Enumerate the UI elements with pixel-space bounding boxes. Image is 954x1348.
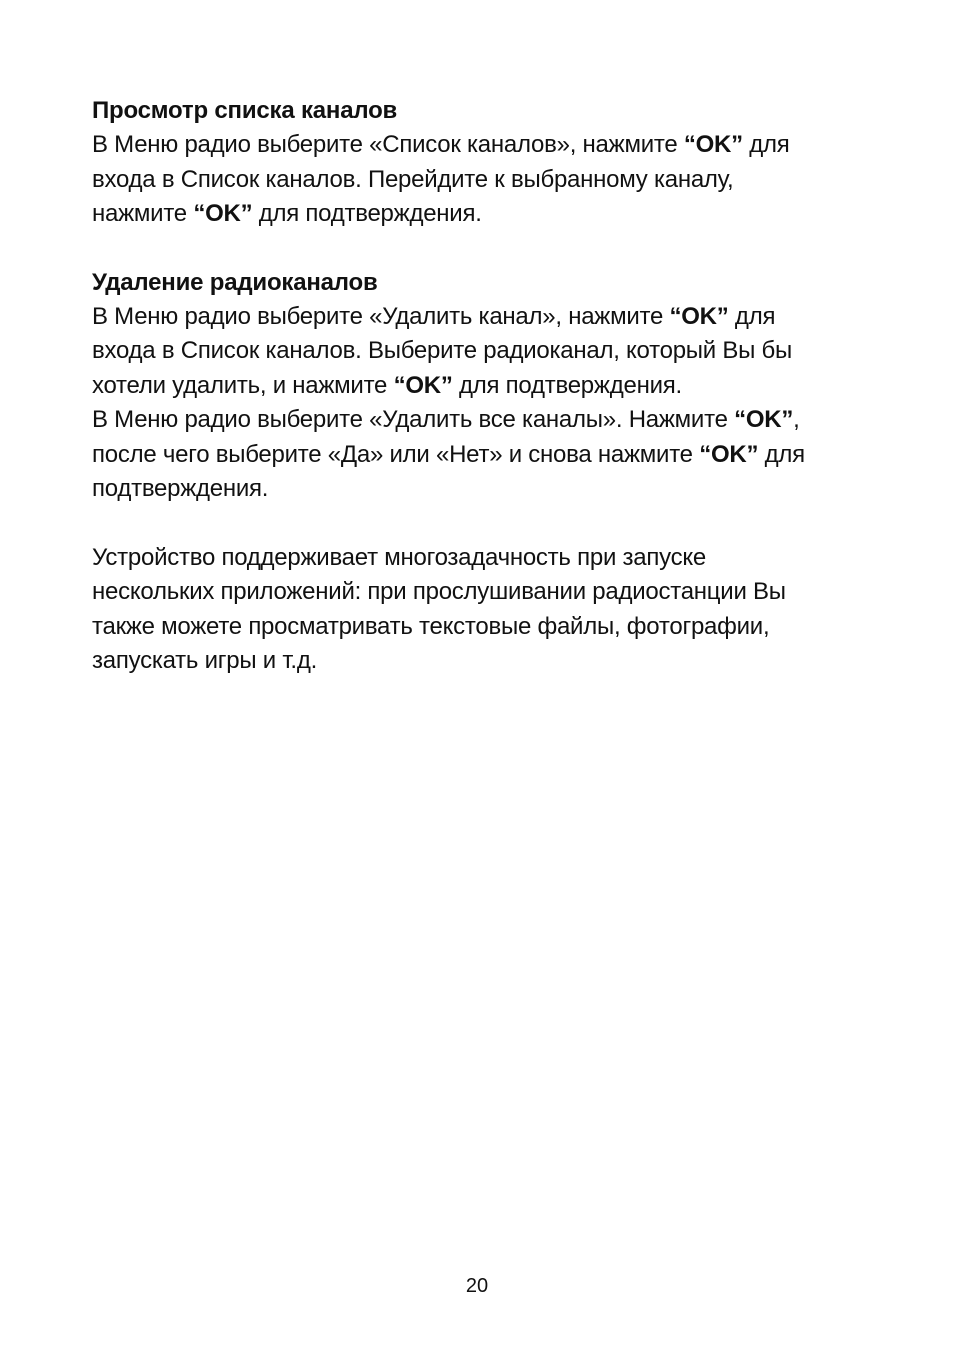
text-line <box>92 128 892 163</box>
text-run: для подтверждения. <box>452 371 682 399</box>
text-line <box>92 300 892 335</box>
section <box>92 541 892 679</box>
ok-key-label: “OK” <box>393 371 453 399</box>
text-run: В Меню радио выберите «Удалить все каналы». Нажмите <box>92 406 735 433</box>
ok-key-label: “OK” <box>193 200 253 227</box>
text-run: Устройство поддерживает многозадачность при запуске <box>92 543 706 571</box>
section-heading: Удаление радиоканалов <box>92 268 378 296</box>
text-run: входа в Список каналов. Перейдите к выбранному каналу, <box>92 165 734 193</box>
paragraph <box>92 541 892 679</box>
text-run: В Меню радио выберите «Удалить канал», нажмите <box>92 302 670 330</box>
text-line <box>92 438 892 473</box>
text-run: нескольких приложений: при прослушивании радиостанции Вы <box>92 578 786 605</box>
text-line <box>92 472 892 507</box>
text-run: для <box>758 440 805 468</box>
text-run: , <box>793 406 800 433</box>
text-run: хотели удалить, и нажмите <box>92 371 394 399</box>
paragraph <box>92 128 892 232</box>
text-run: после чего выберите «Да» или «Нет» и снова нажмите <box>92 440 700 468</box>
text-line <box>92 610 892 645</box>
ok-key-label: “OK” <box>683 131 743 158</box>
text-line <box>92 197 892 232</box>
text-line <box>92 334 892 369</box>
text-run: подтверждения. <box>92 475 269 502</box>
text-line <box>92 541 892 576</box>
text-run: для <box>728 302 776 330</box>
text-line <box>92 163 892 198</box>
text-run: нажмите <box>92 200 194 227</box>
ok-key-label: “OK” <box>734 406 794 433</box>
section <box>92 94 892 232</box>
text-run: запускать игры и т.д. <box>92 647 318 674</box>
text-run: для <box>742 131 790 158</box>
text-line <box>92 575 892 610</box>
text-run: В Меню радио выберите «Список каналов», нажмите <box>92 131 684 158</box>
section <box>92 266 892 507</box>
section-heading: Просмотр списка каналов <box>92 97 398 124</box>
text-run: для подтверждения. <box>252 200 482 227</box>
text-line <box>92 403 892 438</box>
page-content <box>92 94 892 679</box>
text-line <box>92 644 892 679</box>
ok-key-label: “OK” <box>669 302 729 330</box>
paragraph <box>92 300 892 507</box>
ok-key-label: “OK” <box>699 440 759 468</box>
text-run: входа в Список каналов. Выберите радиоканал, который Вы бы <box>92 337 793 364</box>
page-number: 20 <box>465 1275 489 1297</box>
text-line <box>92 369 892 404</box>
text-run: также можете просматривать текстовые файлы, фотографии, <box>92 612 770 640</box>
